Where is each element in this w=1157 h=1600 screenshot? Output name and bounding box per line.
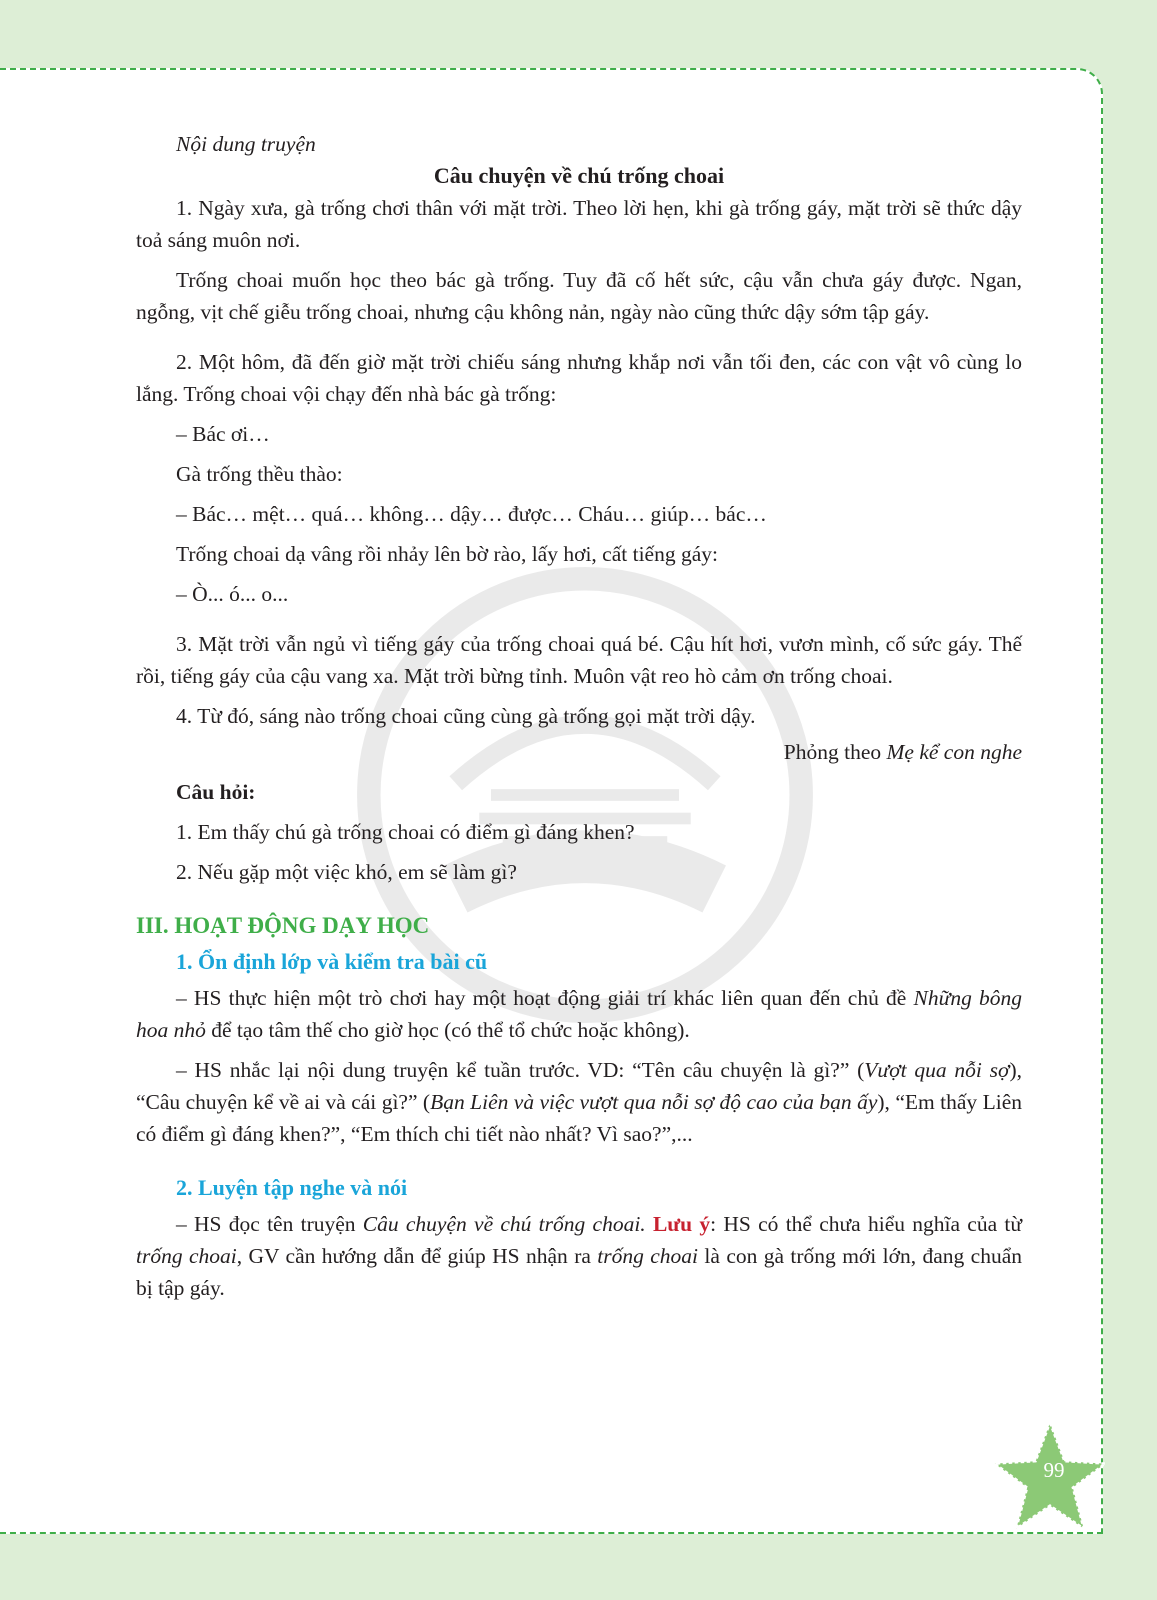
story-paragraph-4: 3. Mặt trời vẫn ngủ vì tiếng gáy của trống choai quá bé. Cậu hít hơi, vươn mình, cố sức gáy. Thế rồi, tiếng gáy của cậu vang xa. Mặt trời bừng tỉnh. Muôn vật reo hò cảm ơn trống choai. bbox=[136, 632, 1022, 688]
story-paragraph-2: Trống choai muốn học theo bác gà trống. Tuy đã cố hết sức, cậu vẫn chưa gáy được. Ngan, ngỗng, vịt chế giễu trống choai, nhưng cậu không nản, ngày nào cũng thức dậy sớm tập gáy. bbox=[136, 268, 1022, 324]
text-run: : HS có thể chưa hiểu nghĩa của từ bbox=[710, 1212, 1023, 1236]
dialogue-line-1: – Bác ơi… bbox=[176, 422, 270, 446]
story-paragraph-3: 2. Một hôm, đã đến giờ mặt trời chiếu sáng nhưng khắp nơi vẫn tối đen, các con vật vô cùng lo lắng. Trống choai vội chạy đến nhà bác gà trống: bbox=[136, 350, 1022, 406]
italic-run: Câu chuyện về chú trống choai. bbox=[362, 1212, 646, 1236]
story-label: Nội dung truyện bbox=[176, 132, 316, 156]
subsection-2-heading: 2. Luyện tập nghe và nói bbox=[176, 1175, 408, 1200]
italic-run: Vượt qua nỗi sợ bbox=[864, 1058, 1010, 1082]
italic-run: trống choai bbox=[597, 1244, 699, 1268]
italic-run: trống choai bbox=[136, 1244, 237, 1268]
dialogue-line-3: – Bác… mệt… quá… không… dậy… được… Cháu… giúp… bác… bbox=[176, 502, 767, 526]
italic-run: Những bông hoa nhỏ bbox=[136, 986, 1023, 1042]
question-1: 1. Em thấy chú gà trống choai có điểm gì đáng khen? bbox=[176, 820, 635, 844]
page-number: 99 bbox=[1043, 1458, 1065, 1482]
question-2: 2. Nếu gặp một việc khó, em sẽ làm gì? bbox=[176, 860, 517, 884]
activity-paragraph-3 bbox=[136, 1208, 1022, 1304]
story-paragraph-5: 4. Từ đó, sáng nào trống choai cũng cùng gà trống gọi mặt trời dậy. bbox=[176, 704, 756, 728]
section-heading: III. HOẠT ĐỘNG DẠY HỌC bbox=[136, 913, 430, 938]
story-source bbox=[136, 736, 1022, 768]
activity-paragraph-2 bbox=[136, 1054, 1022, 1150]
text-run: – HS đọc tên truyện bbox=[176, 1212, 363, 1236]
italic-run: Bạn Liên và việc vượt qua nỗi sợ độ cao của bạn ấy bbox=[430, 1090, 878, 1114]
dialogue-line-4: Trống choai dạ vâng rồi nhảy lên bờ rào, lấy hơi, cất tiếng gáy: bbox=[176, 542, 718, 566]
page-content bbox=[136, 128, 1022, 1304]
text-run: là con gà trống mới lớn, đang chuẩn bị tập gáy. bbox=[136, 1244, 1023, 1300]
subsection-1-heading: 1. Ổn định lớp và kiểm tra bài cũ bbox=[176, 949, 488, 974]
story-paragraph-1: 1. Ngày xưa, gà trống chơi thân với mặt trời. Theo lời hẹn, khi gà trống gáy, mặt trời sẽ thức dậy toả sáng muôn nơi. bbox=[136, 196, 1022, 252]
questions-title: Câu hỏi: bbox=[176, 780, 256, 804]
source-prefix: Phỏng theo bbox=[783, 740, 887, 764]
note-label: Lưu ý bbox=[652, 1212, 711, 1236]
dialogue-line-5: – Ò... ó... o... bbox=[176, 582, 289, 606]
activity-paragraph-1 bbox=[136, 982, 1022, 1046]
text-run: ), “Câu chuyện kể về ai và cái gì?” ( bbox=[136, 1058, 1023, 1114]
text-run: ), “Em thấy Liên có điểm gì đáng khen?”, “Em thích chi tiết nào nhất? Vì sao?”,... bbox=[136, 1090, 1022, 1146]
text-run: – HS thực hiện một trò chơi hay một hoạt động giải trí khác liên quan đến chủ đề bbox=[176, 986, 914, 1010]
text-run: để tạo tâm thế cho giờ học (có thể tổ chức hoặc không). bbox=[205, 1018, 690, 1042]
text-run: , GV cần hướng dẫn để giúp HS nhận ra bbox=[236, 1244, 598, 1268]
dialogue-line-2: Gà trống thều thào: bbox=[176, 462, 343, 486]
text-run: – HS nhắc lại nội dung truyện kể tuần trước. VD: “Tên câu chuyện là gì?” ( bbox=[176, 1058, 865, 1082]
source-title: Mẹ kể con nghe bbox=[886, 740, 1022, 764]
story-title: Câu chuyện về chú trống choai bbox=[433, 163, 725, 188]
